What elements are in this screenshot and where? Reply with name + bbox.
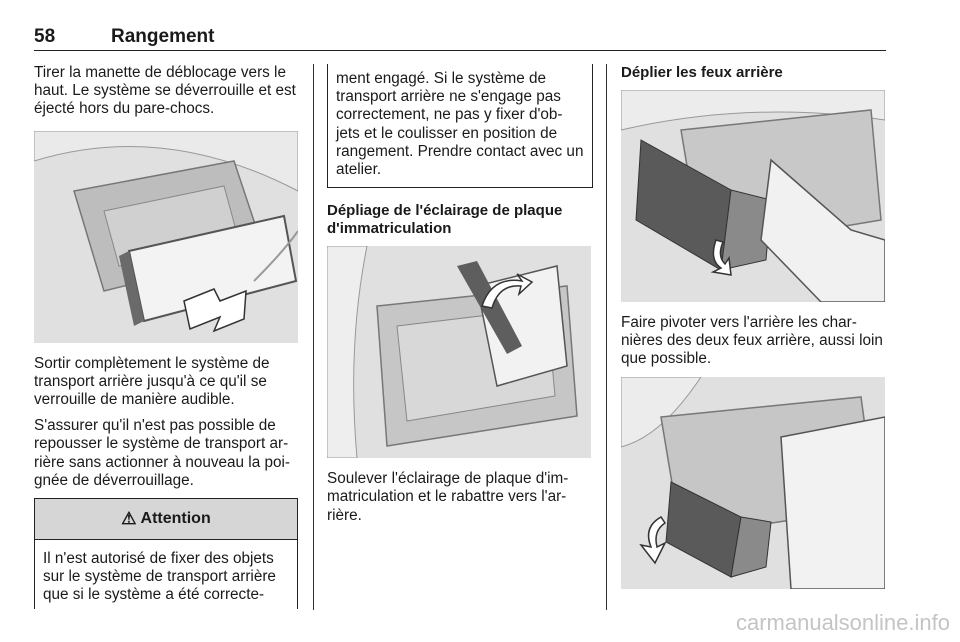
warning-icon: ⚠	[121, 509, 137, 529]
paragraph: Faire pivoter vers l'arrière les char-nières des deux feux arrière, aussi loin que possible.	[621, 314, 883, 368]
illustration-tail-light-fold	[621, 377, 885, 589]
section-heading: Déplier les feux arrière	[621, 64, 783, 81]
column-3	[621, 64, 887, 601]
column-1	[34, 64, 300, 609]
attention-body	[35, 540, 297, 609]
section-heading: Dépliage de l'éclairage de plaque d'immatriculation	[327, 202, 563, 238]
attention-text: Il n'est autorisé de fixer des objets sur le système de transport arrière que si le système a été correcte-	[43, 550, 276, 604]
attention-text-continued: ment engagé. Si le système de transport arrière ne s'engage pas correctement, ne pas y fixer d'ob-jets et le coulisser en position de rangement. Prendre contact avec un atelier.	[336, 70, 584, 179]
paragraph: Sortir complètement le système de transport arrière jusqu'à ce qu'il se verrouille de manière audible.	[34, 354, 270, 409]
paragraph: Tirer la manette de déblocage vers le haut. Le système se déverrouille et est éjecté hors du pare-chocs.	[34, 64, 296, 118]
illustration-carrier-ejected	[34, 131, 298, 343]
attention-header	[35, 499, 297, 540]
column-divider	[606, 64, 607, 610]
attention-box	[34, 498, 298, 609]
illustration-plate-light	[327, 246, 591, 458]
column-2	[327, 64, 593, 533]
chapter-title: Rangement	[111, 26, 215, 47]
paragraph: Soulever l'éclairage de plaque d'im-matriculation et le rabattre vers l'ar-rière.	[327, 470, 569, 524]
attention-box-continued	[327, 64, 593, 188]
page-header	[34, 22, 886, 51]
watermark: carmanualsonline.info	[735, 610, 950, 635]
attention-title: Attention	[140, 510, 211, 528]
column-divider	[313, 64, 314, 610]
paragraph: S'assurer qu'il n'est pas possible de repousser le système de transport ar-rière sans actionner à nouveau la poi-gnée de déverrouillage.	[34, 417, 290, 489]
page-number: 58	[34, 26, 56, 47]
illustration-tail-light-hinge	[621, 90, 885, 302]
